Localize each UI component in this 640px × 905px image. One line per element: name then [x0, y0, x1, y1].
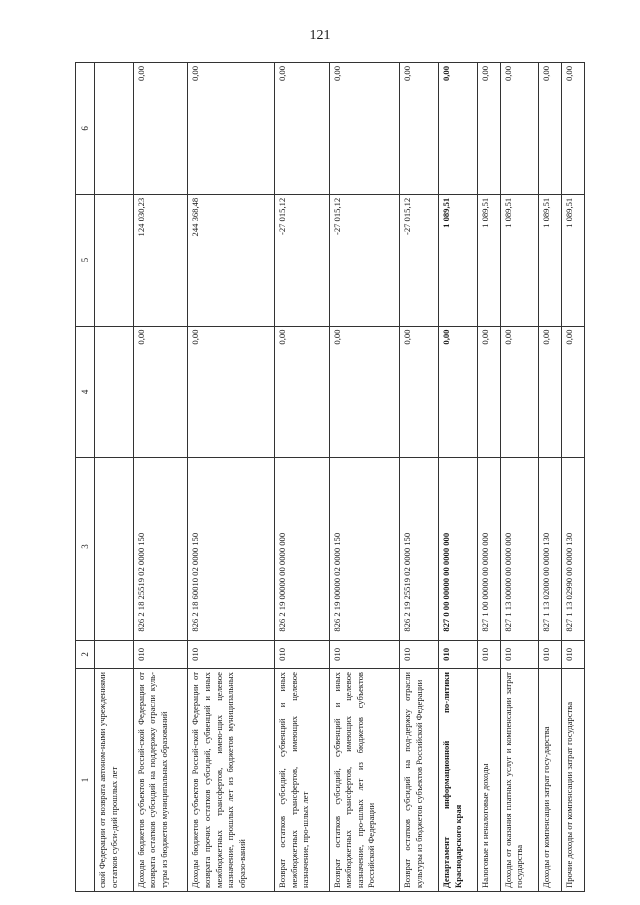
table-row-department: [439, 63, 478, 892]
row-value-col6: 0,00: [539, 63, 562, 195]
table-row: [329, 63, 400, 892]
row-value-col6: 0,00: [274, 63, 329, 195]
table-row: [274, 63, 329, 892]
row-value-col5: -27 015,12: [274, 194, 329, 326]
row-admin-code: [95, 640, 134, 668]
column-header-4: 4: [76, 326, 95, 458]
row-name: ской Федерации от возврата автоном-ными учреждениями остатков субси-дий прошлых лет: [95, 669, 134, 892]
row-budget-code: 827 1 13 00000 00 0000 000: [500, 458, 539, 640]
column-header-5: 5: [76, 194, 95, 326]
table-row: [188, 63, 275, 892]
page-number: 121: [309, 28, 331, 43]
row-admin-code: 010: [539, 640, 562, 668]
table-row: [133, 63, 188, 892]
row-value-col4: 0,00: [329, 326, 400, 458]
row-value-col6: 0,00: [439, 63, 478, 195]
row-value-col4: 0,00: [439, 326, 478, 458]
row-name: Доходы бюджетов субъектов Россий-ской Федерации от возврата остатков субсидий на поддержку отрасли куль-туры из бюджетов муниципальных образований: [133, 669, 188, 892]
row-admin-code: 010: [274, 640, 329, 668]
row-name: Доходы от оказания платных услуг и компенсации затрат государства: [500, 669, 539, 892]
row-admin-code: 010: [329, 640, 400, 668]
table-row: [477, 63, 500, 892]
row-budget-code: [95, 458, 134, 640]
row-name: Возврат остатков субсидий, субвенций и иных межбюджетных трансфертов, имеющих целевое назначение, про-шлых лет: [274, 669, 329, 892]
table-row: [562, 63, 585, 892]
column-header-6: 6: [76, 63, 95, 195]
revenue-table: [75, 62, 585, 892]
table-row: [539, 63, 562, 892]
row-admin-code: 010: [562, 640, 585, 668]
row-value-col4: 0,00: [133, 326, 188, 458]
row-name: Доходы бюджетов субъектов Россий-ской Федерации от возврата прочих остатков субсидий, субвенций и иных межбюджетных трансфертов, имею-щих целевое назначение, прошлых лет из бюджетов муниципальных образо-ваний: [188, 669, 275, 892]
row-value-col4: 0,00: [562, 326, 585, 458]
column-header-1: 1: [76, 669, 95, 892]
table-frame: [75, 62, 585, 892]
row-value-col6: 0,00: [188, 63, 275, 195]
rotated-table-container: [75, 62, 585, 892]
table-row: [400, 63, 439, 892]
row-value-col4: 0,00: [477, 326, 500, 458]
row-value-col4: 0,00: [188, 326, 275, 458]
row-value-col6: 0,00: [400, 63, 439, 195]
row-budget-code: 826 2 18 25519 02 0000 150: [133, 458, 188, 640]
row-value-col5: 124 030,23: [133, 194, 188, 326]
row-value-col6: [95, 63, 134, 195]
row-value-col4: 0,00: [500, 326, 539, 458]
row-value-col5: [95, 194, 134, 326]
row-value-col5: -27 015,12: [329, 194, 400, 326]
row-value-col6: 0,00: [329, 63, 400, 195]
row-name: Департамент информационной по-литики Краснодарского края: [439, 669, 478, 892]
row-admin-code: 010: [133, 640, 188, 668]
row-value-col5: 244 368,48: [188, 194, 275, 326]
row-value-col4: 0,00: [274, 326, 329, 458]
row-budget-code: 826 2 19 00000 00 0000 000: [274, 458, 329, 640]
row-budget-code: 827 1 13 02990 00 0000 130: [562, 458, 585, 640]
row-value-col5: 1 089,51: [477, 194, 500, 326]
row-value-col4: [95, 326, 134, 458]
row-name: Налоговые и неналоговые доходы: [477, 669, 500, 892]
row-admin-code: 010: [400, 640, 439, 668]
row-value-col4: 0,00: [400, 326, 439, 458]
row-budget-code: 827 0 00 00000 00 0000 000: [439, 458, 478, 640]
row-value-col4: 0,00: [539, 326, 562, 458]
row-admin-code: 010: [500, 640, 539, 668]
row-name: Возврат остатков субсидий на под-держку отрасли культуры из бюджетов субъектов Российской Федерации: [400, 669, 439, 892]
row-budget-code: 826 2 19 00000 02 0000 150: [329, 458, 400, 640]
row-name: Доходы от компенсации затрат госу-дарства: [539, 669, 562, 892]
row-value-col6: 0,00: [477, 63, 500, 195]
column-header-3: 3: [76, 458, 95, 640]
row-budget-code: 827 1 00 00000 00 0000 000: [477, 458, 500, 640]
row-value-col5: 1 089,51: [562, 194, 585, 326]
row-value-col6: 0,00: [562, 63, 585, 195]
table-row: [95, 63, 134, 892]
row-name: Возврат остатков субсидий, субвенций и иных межбюджетных трансфертов, имеющих целевое назначение, про-шлых лет из бюджетов субъектов Российской Федерации: [329, 669, 400, 892]
row-admin-code: 010: [439, 640, 478, 668]
row-budget-code: 827 1 13 02000 00 0000 130: [539, 458, 562, 640]
table-header-row: [76, 63, 95, 892]
row-value-col5: 1 089,51: [439, 194, 478, 326]
row-value-col6: 0,00: [500, 63, 539, 195]
row-admin-code: 010: [477, 640, 500, 668]
row-admin-code: 010: [188, 640, 275, 668]
row-value-col5: -27 015,12: [400, 194, 439, 326]
row-value-col5: 1 089,51: [539, 194, 562, 326]
row-value-col5: 1 089,51: [500, 194, 539, 326]
column-header-2: 2: [76, 640, 95, 668]
row-value-col6: 0,00: [133, 63, 188, 195]
table-row: [500, 63, 539, 892]
row-budget-code: 826 2 18 60010 02 0000 150: [188, 458, 275, 640]
row-budget-code: 826 2 19 25519 02 0000 150: [400, 458, 439, 640]
row-name: Прочие доходы от компенсации затрат государства: [562, 669, 585, 892]
